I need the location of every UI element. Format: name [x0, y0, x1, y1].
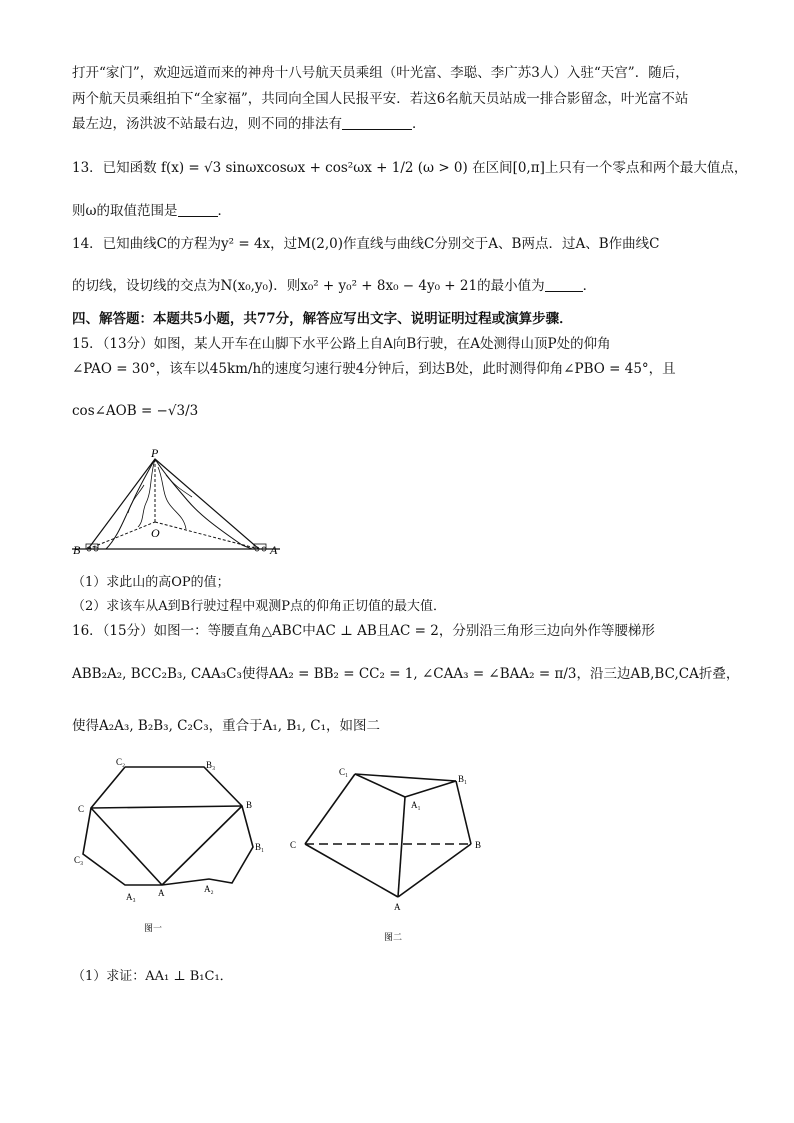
- fig1-label-c2: C₂: [116, 757, 126, 767]
- line-pa: [155, 459, 259, 549]
- fig1-label-c3: C₃: [74, 855, 84, 865]
- q13-line-2: [72, 201, 231, 221]
- fig2-edge-c-c1: [305, 774, 355, 844]
- fig2-label-b1: B₁: [458, 774, 468, 784]
- fig2-label-a1: A₁: [411, 800, 421, 810]
- q13-line-1: 13．已知函数 f(x) = √3 sinωxcosωx + cos²ωx + 1/2 (ω > 0) 在区间[0,π]上只有一个零点和两个最大值点，: [72, 160, 748, 176]
- fig1-label-c: C: [78, 804, 85, 814]
- q15-line-3: cos∠AOB = −√3/3: [72, 403, 199, 419]
- q15-line-2: ∠PAO = 30°，该车以45km/h的速度匀速行驶4分钟后，到达B处，此时测得仰角∠PBO = 45°，且: [72, 361, 676, 377]
- car-icon-a: [254, 544, 266, 551]
- fig2-edge-b-a: [398, 844, 471, 897]
- q14-line-2-text: 的切线，设切线的交点为N(x₀,y₀)．则x₀² + y₀² + 8x₀ − 4y₀ + 21的最小值为: [72, 278, 545, 294]
- label-o: O: [151, 526, 160, 540]
- label-a: A: [270, 543, 278, 557]
- q16-line-3: 使得A₂A₃, B₂B₃, C₂C₃，重合于A₁, B₁, C₁，如图二: [72, 718, 381, 734]
- fig2-label-b: B: [475, 840, 482, 850]
- q13-answer-blank[interactable]: [178, 202, 218, 217]
- q16-line-2: ABB₂A₂, BCC₂B₃, CAA₃C₃使得AA₂ = BB₂ = CC₂ = 1, ∠CAA₃ = ∠BAA₂ = π/3，沿三边AB,BC,CA折叠，: [72, 666, 740, 682]
- q14-answer-blank[interactable]: [545, 277, 583, 292]
- fig1-edge-cb: [91, 806, 242, 808]
- q15-sub-1: （1）求此山的高OP的值；: [72, 575, 230, 590]
- fig1-label-b3: B₃: [206, 760, 216, 770]
- q12-line-2: 两个航天员乘组拍下“全家福”，共同向全国人民报平安．若这6名航天员站成一排合影留念，叶光富不站: [72, 91, 689, 107]
- q14-line-1: 14．已知曲线C的方程为y² = 4x，过M(2,0)作直线与曲线C分别交于A、B两点．过A、B作曲线C: [72, 236, 660, 252]
- fig1-edge-ca: [91, 808, 162, 885]
- q16-sub-1: （1）求证：AA₁ ⊥ B₁C₁．: [72, 969, 233, 984]
- fig2-edge-a1-a: [398, 797, 405, 897]
- fig2-label-c1: C₁: [339, 767, 349, 777]
- q12-line-3-end: ．: [412, 116, 426, 132]
- fig1-label-b1: B₁: [255, 842, 265, 852]
- q12-line-1: 打开“家门”，欢迎远道而来的神舟十八号航天员乘组（叶光富、李聪、李广苏3人）入驻“天宫”．随后，: [72, 65, 689, 81]
- fig1-edge-ba: [162, 806, 242, 885]
- fig2-edge-a-c: [305, 844, 398, 897]
- fig1-label-a3: A₃: [126, 892, 136, 902]
- q13-line-2-text: 则ω的取值范围是: [72, 203, 178, 219]
- fig2-edge-c1-b1: [355, 774, 456, 781]
- fig1-label-b: B: [246, 800, 253, 810]
- figure-two-solid: [284, 762, 494, 947]
- fig1-label-a: A: [158, 888, 165, 898]
- label-b: B: [73, 543, 81, 557]
- car-icon-b: [86, 544, 98, 551]
- q14-line-2: [72, 276, 596, 296]
- q16-line-1: 16．（15分）如图一：等腰直角△ABC中AC ⊥ AB且AC = 2，分别沿三角形三边向外作等腰梯形: [72, 623, 655, 639]
- fig2-label-c: C: [290, 840, 297, 850]
- mountain-outline: [106, 459, 252, 549]
- fig1-caption: 图一: [144, 923, 163, 933]
- q12-line-3-text: 最左边，汤洪波不站最右边，则不同的排法有: [72, 116, 342, 132]
- q12-line-3: [72, 114, 426, 134]
- fig2-label-a: A: [394, 902, 401, 912]
- label-p: P: [151, 446, 159, 460]
- q14-line-2-end: ．: [582, 278, 597, 294]
- q15-sub-2: （2）求该车从A到B行驶过程中观测P点的仰角正切值的最大值．: [72, 599, 446, 614]
- fig1-label-a2: A₂: [204, 884, 214, 894]
- fig2-edge-b1-a1: [405, 781, 456, 797]
- q15-line-1: 15．（13分）如图，某人开车在山脚下水平公路上自A向B行驶，在A处测得山顶P处的仰角: [72, 336, 611, 352]
- fig2-edge-b1-b: [456, 781, 471, 844]
- q13-line-2-end: ．: [217, 203, 232, 219]
- figure-one-net: [70, 755, 270, 940]
- q12-answer-blank[interactable]: [342, 115, 412, 130]
- section-4-heading: 四、解答题：本题共5小题，共77分，解答应写出文字、说明证明过程或演算步骤．: [72, 311, 573, 327]
- mountain-figure: [66, 445, 290, 570]
- fig2-caption: 图二: [384, 932, 403, 942]
